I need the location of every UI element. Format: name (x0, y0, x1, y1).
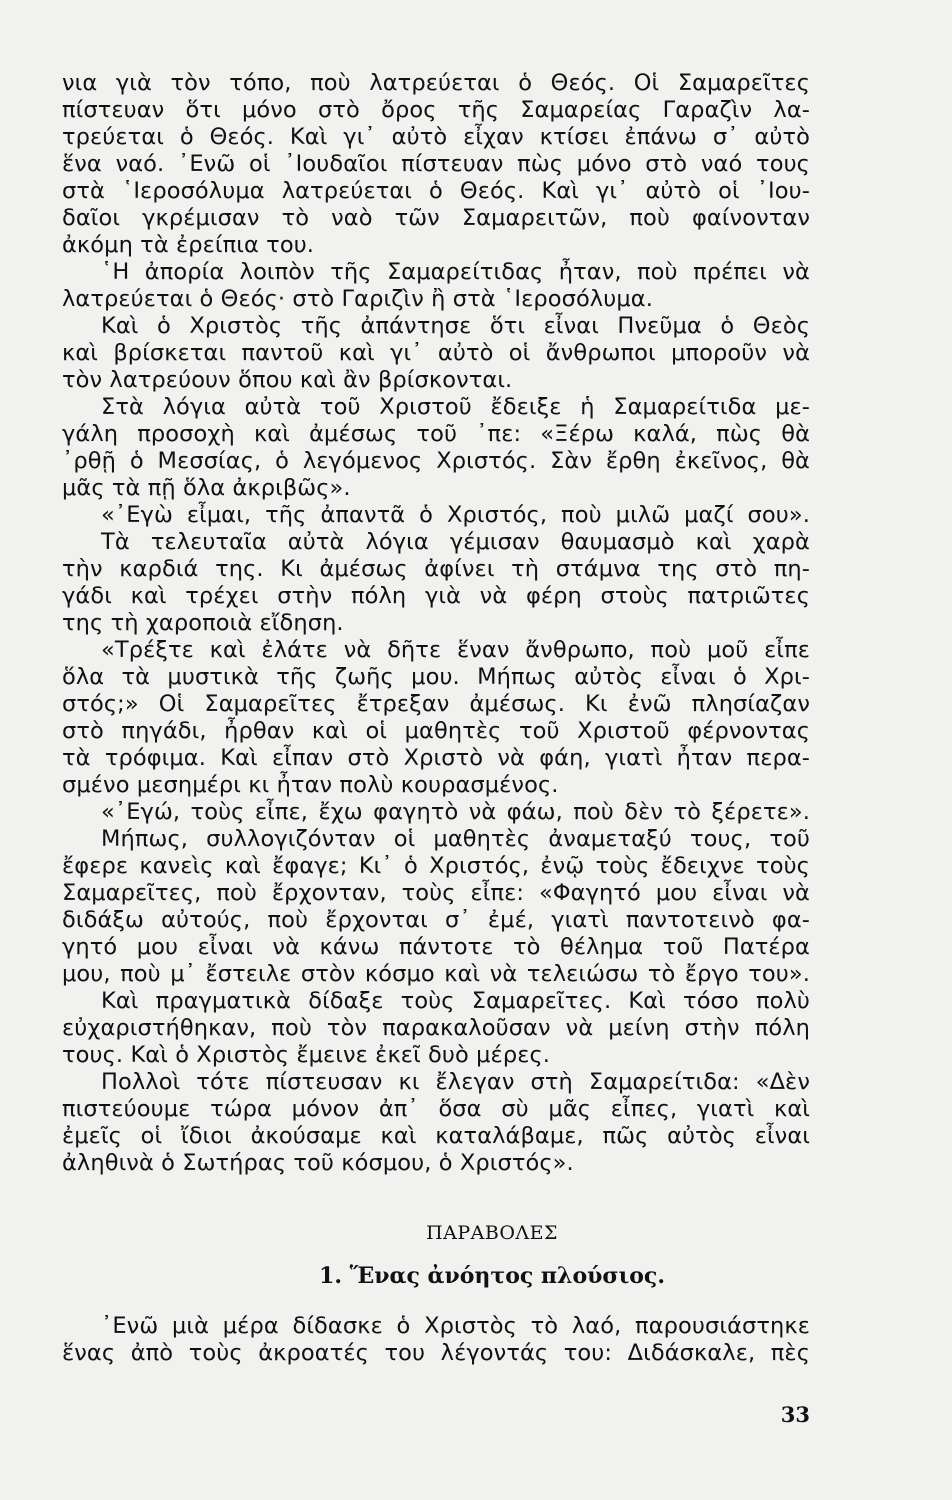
text-line: στὰ ῾Ιεροσόλυμα λατρεύεται ὁ Θεός. Καὶ γι᾿ αὐτὸ οἱ ᾿Ιου- (62, 178, 810, 204)
text-line: ῾Η ἀπορία λοιπὸν τῆς Σαμαρείτιδας ἦταν, ποὺ πρέπει νὰ (101, 259, 810, 285)
text-line: στός;» Οἱ Σαμαρεῖτες ἔτρεξαν ἀμέσως. Κι ἐνῶ πλησίαζαν (62, 691, 810, 717)
text-line: ᾿ρθῇ ὁ Μεσσίας, ὁ λεγόμενος Χριστός. Σὰν ἔρθη ἐκεῖνος, θὰ (62, 448, 810, 474)
text-line: ἀκόμη τὰ ἐρείπια του. (62, 232, 315, 258)
text-line: ὅλα τὰ μυστικὰ τῆς ζωῆς μου. Μήπως αὐτὸς εἶναι ὁ Χρι- (62, 664, 810, 690)
text-line: γάλη προσοχὴ καὶ ἀμέσως τοῦ ᾿πε: «Ξέρω καλά, πὼς θὰ (62, 421, 810, 447)
text-line: λατρεύεται ὁ Θεός· στὸ Γαριζὶν ἢ στὰ ῾Ιεροσόλυμα. (62, 286, 653, 312)
text-line: γητό μου εἶναι νὰ κάνω πάντοτε τὸ θέλημα τοῦ Πατέρα (62, 934, 810, 960)
text-line: Σαμαρεῖτες, ποὺ ἔρχονταν, τοὺς εἶπε: «Φαγητό μου εἶναι νὰ (62, 880, 810, 906)
text-line: τὸν λατρεύουν ὅπου καὶ ἂν βρίσκονται. (62, 367, 513, 393)
text-line: μου, ποὺ μ᾿ ἔστειλε στὸν κόσμο καὶ νὰ τελειώσω τὸ ἔργο του». (62, 961, 810, 987)
text-line: καὶ βρίσκεται παντοῦ καὶ γι᾿ αὐτὸ οἱ ἄνθρωποι μποροῦν νὰ (62, 340, 810, 366)
text-line: ἐμεῖς οἱ ἴδιοι ἀκούσαμε καὶ καταλάβαμε, πῶς αὐτὸς εἶναι (62, 1123, 810, 1149)
text-line: Μήπως, συλλογιζόνταν οἱ μαθητὲς ἀναμεταξύ τους, τοῦ (101, 826, 810, 852)
text-line: Καὶ πραγματικὰ δίδαξε τοὺς Σαμαρεῖτες. Καὶ τόσο πολὺ (101, 988, 810, 1014)
text-line: Τὰ τελευταῖα αὐτὰ λόγια γέμισαν θαυμασμὸ καὶ χαρὰ (101, 529, 810, 555)
text-line: ἀληθινὰ ὁ Σωτήρας τοῦ κόσμου, ὁ Χριστός». (62, 1150, 574, 1176)
text-line: τους. Καὶ ὁ Χριστὸς ἔμεινε ἐκεῖ δυὸ μέρες. (62, 1042, 551, 1068)
text-line: εὐχαριστήθηκαν, ποὺ τὸν παρακαλοῦσαν νὰ μείνη στὴν πόλη (62, 1015, 810, 1041)
text-line: ἔφερε κανεὶς καὶ ἔφαγε; Κι᾿ ὁ Χριστός, ἐνῷ τοὺς ἔδειχνε τοὺς (62, 853, 810, 879)
text-line: δαῖοι γκρέμισαν τὸ ναὸ τῶν Σαμαρειτῶν, ποὺ φαίνονταν (62, 205, 810, 231)
section-heading: ΠΑΡΑΒΟΛΕΣ (426, 1222, 558, 1244)
text-line: τὰ τρόφιμα. Καὶ εἶπαν στὸ Χριστὸ νὰ φάη, γιατὶ ἦταν περα- (62, 745, 810, 771)
text-line: «᾿Εγώ, τοὺς εἶπε, ἔχω φαγητὸ νὰ φάω, ποὺ δὲν τὸ ξέρετε». (101, 799, 810, 825)
text-line: ᾿Ενῶ μιὰ μέρα δίδασκε ὁ Χριστὸς τὸ λαό, παρουσιάστηκε (101, 1313, 810, 1339)
text-line: της τὴ χαροποιὰ εἴδηση. (62, 610, 344, 636)
parable-title: 1. Ἕνας ἀνόητος πλούσιος. (319, 1263, 665, 1289)
text-line: «Τρέξτε καὶ ἐλάτε νὰ δῆτε ἕναν ἄνθρωπο, ποὺ μοῦ εἶπε (101, 637, 810, 663)
text-line: πίστευαν ὅτι μόνο στὸ ὄρος τῆς Σαμαρείας Γαραζὶν λα- (62, 97, 810, 123)
text-line: διδάξω αὐτούς, ποὺ ἔρχονται σ᾿ ἐμέ, γιατὶ παντοτεινὸ φα- (62, 907, 810, 933)
text-line: ἕνα ναό. ᾿Ενῶ οἱ ᾿Ιουδαῖοι πίστευαν πὼς μόνο στὸ ναό τους (62, 151, 810, 177)
text-line: νια γιὰ τὸν τόπο, ποὺ λατρεύεται ὁ Θεός. Οἱ Σαμαρεῖτες (62, 70, 810, 96)
text-line: στὸ πηγάδι, ἦρθαν καὶ οἱ μαθητὲς τοῦ Χριστοῦ φέρνοντας (62, 718, 810, 744)
text-line: σμένο μεσημέρι κι ἦταν πολὺ κουρασμένος. (62, 772, 559, 798)
text-line: «᾿Εγὼ εἶμαι, τῆς ἀπαντᾶ ὁ Χριστός, ποὺ μιλῶ μαζί σου». (101, 502, 810, 528)
text-line: πιστεύουμε τώρα μόνον ἀπ᾿ ὅσα σὺ μᾶς εἶπες, γιατὶ καὶ (62, 1096, 810, 1122)
text-line: γάδι καὶ τρέχει στὴν πόλη γιὰ νὰ φέρη στοὺς πατριῶτες (62, 583, 810, 609)
text-line: Στὰ λόγια αὐτὰ τοῦ Χριστοῦ ἔδειξε ἡ Σαμαρείτιδα με- (101, 394, 810, 420)
page-number: 33 (780, 1402, 810, 1427)
text-line: μᾶς τὰ πῇ ὅλα ἀκριβῶς». (62, 475, 351, 501)
text-line: τρεύεται ὁ Θεός. Καὶ γι᾿ αὐτὸ εἶχαν κτίσει ἐπάνω σ᾿ αὐτὸ (62, 124, 810, 150)
text-line: Καὶ ὁ Χριστὸς τῆς ἀπάντησε ὅτι εἶναι Πνεῦμα ὁ Θεὸς (101, 313, 810, 339)
text-line: ἕνας ἀπὸ τοὺς ἀκροατές του λέγοντάς του: Διδάσκαλε, πὲς (62, 1340, 810, 1366)
text-line: τὴν καρδιά της. Κι ἀμέσως ἀφίνει τὴ στάμνα της στὸ πη- (62, 556, 810, 582)
text-line: Πολλοὶ τότε πίστευσαν κι ἔλεγαν στὴ Σαμαρείτιδα: «Δὲν (101, 1069, 810, 1095)
